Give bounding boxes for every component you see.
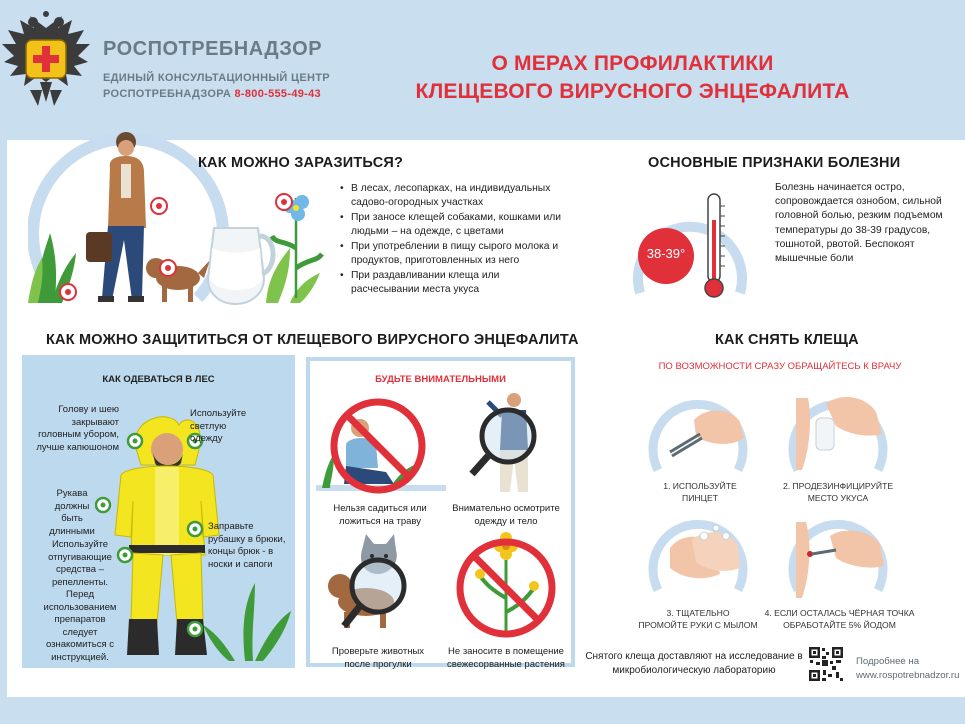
attention-grass-caption: Нельзя садиться или ложиться на траву: [333, 503, 427, 527]
step-2-line1: 2. ПРОДЕЗИНФИЦИРУЙТЕ: [782, 481, 894, 491]
step-2-line2: МЕСТО УКУСА: [807, 492, 869, 503]
qr-code-icon[interactable]: [808, 646, 844, 682]
attention-inspect-caption: Внимательно осмотрите одежду и тело: [452, 503, 560, 527]
attention-pets-caption: Проверьте животных после прогулки: [331, 646, 425, 670]
removal-step-3: [623, 608, 773, 631]
signs-title: ОСНОВНЫЕ ПРИЗНАКИ БОЛЕЗНИ: [648, 155, 901, 171]
protection-title: КАК МОЖНО ЗАЩИТИТЬСЯ ОТ КЛЕЩЕВОГО ВИРУСНОГО ЭНЦЕФАЛИТА: [46, 332, 579, 348]
hotline-phone[interactable]: 8-800-555-49-43: [234, 88, 321, 100]
more-info: [856, 655, 959, 683]
step-3-line1: 3. ТЩАТЕЛЬНО: [666, 608, 730, 618]
list-item: • При заносе клещей собаками, кошками или людьми – на одежде, с цветами: [340, 211, 570, 239]
website-link[interactable]: www.rospotrebnadzor.ru: [856, 670, 960, 681]
signs-text: Болезнь начинается остро, сопровождается ознобом, сильной головной болью, резким подъемом температуры до 38-39 градусов, тошнотой, рвотой. Беспокоят мышечные боли: [775, 182, 943, 265]
removal-step-2: [763, 481, 913, 504]
list-item: • В лесах, лесопарках, на индивидуальных садово-огородных участках: [340, 182, 570, 210]
removal-title: КАК СНЯТЬ КЛЕЩА: [715, 332, 859, 348]
attention-bottom-illustrations: [316, 528, 566, 642]
dress-head-label: Голову и шею закрывают головным убором, лучше капюшоном: [36, 404, 119, 453]
double-headed-eagle-emblem-icon: [0, 10, 92, 110]
step-3-line2: ПРОМОЙТЕ РУКИ С МЫЛОМ: [638, 619, 758, 630]
list-item: • При употреблении в пищу сырого молока и продуктов, приготовленных из него: [340, 240, 570, 268]
step-4-line1: 4. ЕСЛИ ОСТАЛАСЬ ЧЁРНАЯ ТОЧКА: [764, 608, 915, 618]
more-label: Подробнее на: [856, 656, 920, 667]
attention-plants-caption: Не заносите в помещение свежесорванные растения: [447, 646, 565, 670]
dress-tuck-label: Заправьте рубашку в брюки, концы брюк - в носки и сапоги: [208, 521, 286, 570]
lab-note: Снятого клеща доставляют на исследование в микробиологическую лабораторию: [585, 651, 803, 676]
step-1-line1: 1. ИСПОЛЬЗУЙТЕ: [663, 481, 737, 491]
attention-top-illustrations: [316, 388, 566, 500]
list-item: • При раздавливании клеща или расчесывании места укуса: [340, 269, 570, 297]
org-name: РОСПОТРЕБНАДЗОР: [103, 38, 323, 60]
thermometer-icon: [700, 192, 728, 300]
removal-step-4: [757, 608, 922, 631]
removal-step-1: [625, 481, 775, 504]
infection-list: [340, 182, 570, 298]
dress-title: КАК ОДЕВАТЬСЯ В ЛЕС: [102, 374, 215, 385]
infection-title: КАК МОЖНО ЗАРАЗИТЬСЯ?: [198, 155, 404, 171]
step-1-line2: ПИНЦЕТ: [682, 492, 718, 503]
center-line: ЕДИНЫЙ КОНСУЛЬТАЦИОННЫЙ ЦЕНТР: [103, 72, 330, 84]
main-title-line1: О МЕРАХ ПРОФИЛАКТИКИ: [491, 52, 774, 75]
attention-title: БУДЬТЕ ВНИМАТЕЛЬНЫМИ: [375, 374, 506, 385]
main-title: [400, 50, 865, 106]
fever-temperature: 38-39°: [646, 246, 686, 261]
phone-line: [103, 88, 321, 100]
org-short: РОСПОТРЕБНАДЗОРА: [103, 88, 232, 100]
step-4-line2: ОБРАБОТАЙТЕ 5% ЙОДОМ: [783, 619, 896, 630]
removal-subtitle: ПО ВОЗМОЖНОСТИ СРАЗУ ОБРАЩАЙТЕСЬ К ВРАЧУ: [658, 361, 902, 372]
main-title-line2: КЛЕЩЕВОГО ВИРУСНОГО ЭНЦЕФАЛИТА: [415, 80, 850, 103]
dress-sleeves-label: Рукава должны быть длинными: [49, 488, 95, 537]
dress-repellent-label: Используйте отпугивающие средства – репелленты. Перед использованием препаратов следует ознакомиться с инструкцией.: [43, 539, 117, 663]
dress-light-label: Используйте светлую одежду: [190, 408, 247, 444]
